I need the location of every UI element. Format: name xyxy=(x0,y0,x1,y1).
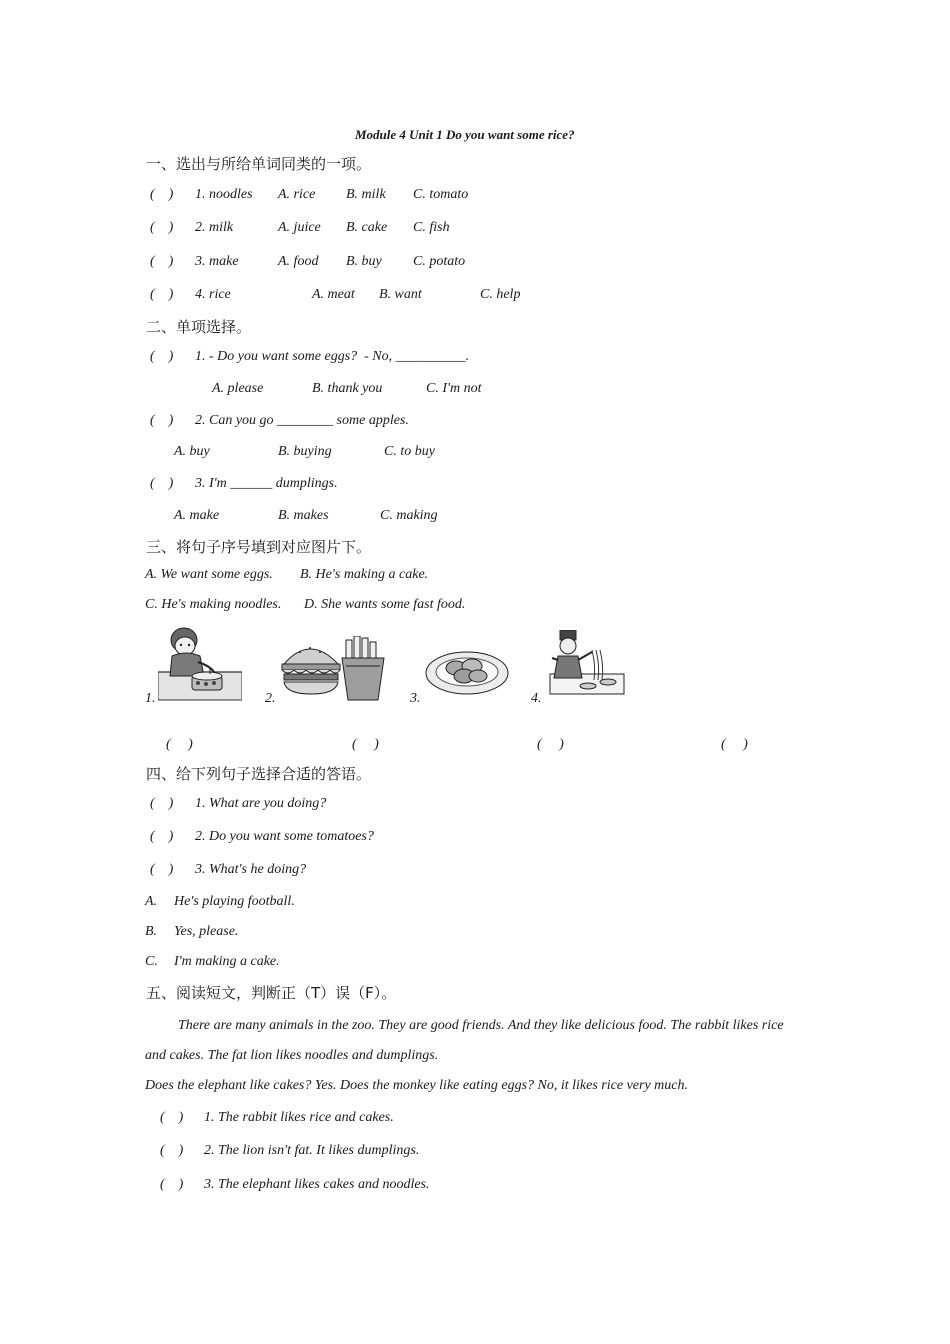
sentence-a: A. We want some eggs. xyxy=(145,567,273,582)
answer-paren[interactable]: ( ) xyxy=(150,862,174,877)
picture-number-4: 4. xyxy=(531,691,542,706)
answer-paren[interactable]: ( ) xyxy=(160,1110,184,1125)
answer-label: C. xyxy=(145,954,158,969)
answer-paren[interactable]: ( ) xyxy=(150,413,174,428)
question-word: 1. noodles xyxy=(195,187,253,202)
question-word: 3. make xyxy=(195,254,239,269)
answer-paren[interactable]: ( ) xyxy=(160,1143,184,1158)
plate-of-eggs-image xyxy=(424,646,510,696)
answer-paren[interactable]: ( ) xyxy=(150,349,174,364)
question-text: 3. What's he doing? xyxy=(195,862,307,877)
question-text: 2. Do you want some tomatoes? xyxy=(195,829,374,844)
option-c: C. potato xyxy=(413,254,466,269)
answer-paren[interactable]: ( ) xyxy=(150,829,174,844)
picture-3-answer[interactable]: ( ) xyxy=(537,737,564,752)
statement-text: 1. The rabbit likes rice and cakes. xyxy=(204,1110,394,1125)
boy-making-cake-image xyxy=(158,626,242,702)
statement-text: 2. The lion isn't fat. It likes dumplings. xyxy=(204,1143,420,1158)
answer-paren[interactable]: ( ) xyxy=(160,1177,184,1192)
option-c: C. I'm not xyxy=(426,381,482,396)
question-word: 4. rice xyxy=(195,287,231,302)
answer-label: B. xyxy=(145,924,158,939)
sentence-b: B. He's making a cake. xyxy=(300,567,429,582)
answer-paren[interactable]: ( ) xyxy=(150,220,174,235)
answer-paren[interactable]: ( ) xyxy=(150,476,174,491)
option-a: A. juice xyxy=(278,220,321,235)
option-c: C. fish xyxy=(413,220,450,235)
picture-number-2: 2. xyxy=(265,691,276,706)
answer-text: I'm making a cake. xyxy=(174,954,280,969)
option-b: B. buying xyxy=(278,444,332,459)
answer-text: Yes, please. xyxy=(174,924,239,939)
sentence-c: C. He's making noodles. xyxy=(145,597,282,612)
option-b: B. milk xyxy=(346,187,386,202)
chef-making-noodles-image xyxy=(548,630,626,698)
answer-paren[interactable]: ( ) xyxy=(150,287,174,302)
question-text: 1. - Do you want some eggs? - No, __________. xyxy=(195,349,470,364)
section-3-heading: 三、将句子序号填到对应图片下。 xyxy=(146,538,372,556)
answer-paren[interactable]: ( ) xyxy=(150,187,174,202)
option-a: A. please xyxy=(212,381,264,396)
question-text: 1. What are you doing? xyxy=(195,796,327,811)
burger-and-fries-image xyxy=(280,636,390,702)
option-a: A. buy xyxy=(174,444,210,459)
passage-line-2: and cakes. The fat lion likes noodles and dumplings. xyxy=(145,1048,439,1063)
answer-text: He's playing football. xyxy=(174,894,295,909)
picture-1-answer[interactable]: ( ) xyxy=(166,737,193,752)
option-c: C. making xyxy=(380,508,438,523)
answer-label: A. xyxy=(145,894,158,909)
option-a: A. rice xyxy=(278,187,316,202)
answer-paren[interactable]: ( ) xyxy=(150,254,174,269)
question-word: 2. milk xyxy=(195,220,234,235)
option-a: A. make xyxy=(174,508,220,523)
option-c: C. tomato xyxy=(413,187,469,202)
passage-line-1: There are many animals in the zoo. They are good friends. And they like delicious food. The rabbit likes rice xyxy=(178,1018,784,1033)
section-4-heading: 四、给下列句子选择合适的答语。 xyxy=(146,765,372,783)
passage-line-3: Does the elephant like cakes? Yes. Does the monkey like eating eggs? No, it likes rice very much. xyxy=(145,1078,688,1093)
option-b: B. buy xyxy=(346,254,382,269)
option-b: B. makes xyxy=(278,508,329,523)
option-a: A. food xyxy=(278,254,319,269)
option-a: A. meat xyxy=(312,287,355,302)
section-2-heading: 二、单项选择。 xyxy=(146,318,252,336)
question-text: 2. Can you go ________ some apples. xyxy=(195,413,409,428)
picture-4-answer[interactable]: ( ) xyxy=(721,737,748,752)
picture-2-answer[interactable]: ( ) xyxy=(352,737,379,752)
picture-number-3: 3. xyxy=(410,691,421,706)
option-c: C. help xyxy=(480,287,521,302)
option-b: B. thank you xyxy=(312,381,383,396)
question-text: 3. I'm ______ dumplings. xyxy=(195,476,338,491)
picture-number-1: 1. xyxy=(145,691,156,706)
statement-text: 3. The elephant likes cakes and noodles. xyxy=(204,1177,430,1192)
option-b: B. want xyxy=(379,287,422,302)
section-1-heading: 一、选出与所给单词同类的一项。 xyxy=(146,155,372,173)
option-c: C. to buy xyxy=(384,444,435,459)
answer-paren[interactable]: ( ) xyxy=(150,796,174,811)
sentence-d: D. She wants some fast food. xyxy=(304,597,466,612)
option-b: B. cake xyxy=(346,220,388,235)
section-5-heading: 五、阅读短文，判断正（T）误（F）。 xyxy=(146,984,397,1002)
page-title: Module 4 Unit 1 Do you want some rice? xyxy=(355,127,575,142)
